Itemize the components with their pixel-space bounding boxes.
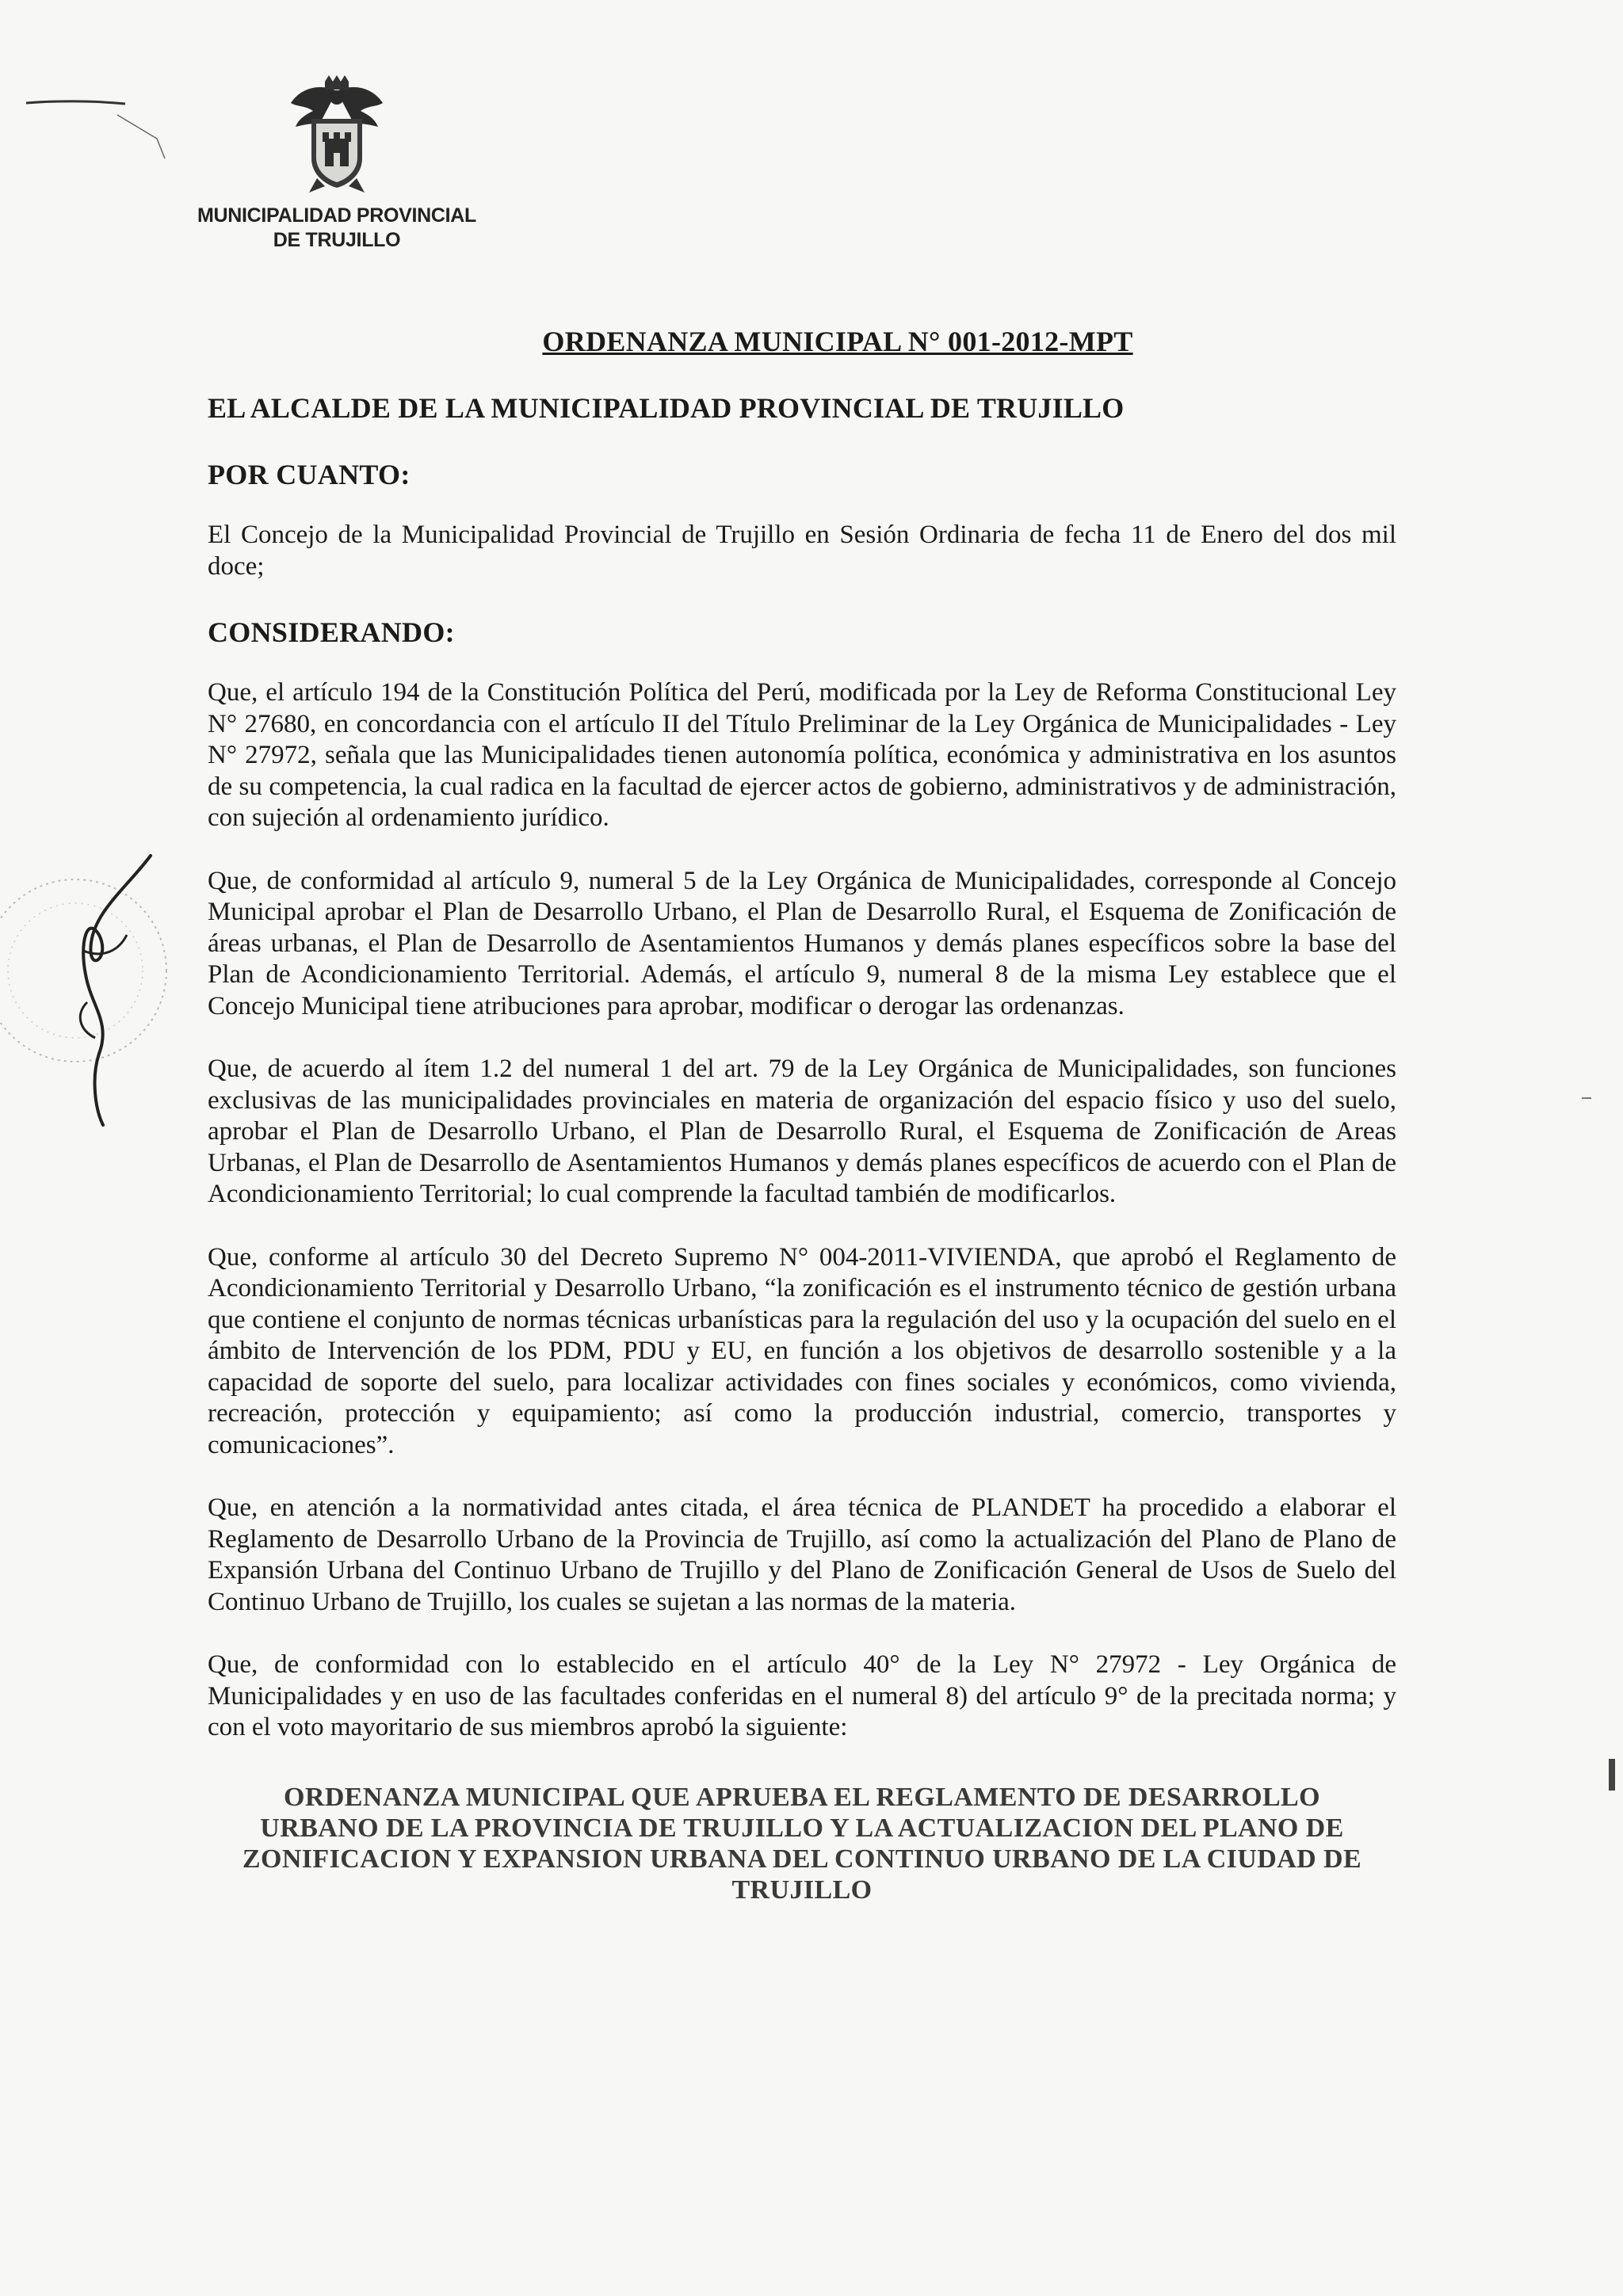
municipality-name — [194, 204, 479, 253]
intro-paragraph: El Concejo de la Municipalidad Provincial de Trujillo en Sesión Ordinaria de fecha 11 de Enero del dos mil doce; — [208, 521, 1396, 581]
signature-with-stamp — [0, 840, 182, 1141]
considerando-paragraph: Que, de conformidad con lo establecido en el artículo 40° de la Ley N° 27972 - Ley Orgánica de Municipalidades y en uso de las facultades conferidas en el numeral 8) del artículo 9° de la precitada norma; y con el voto mayoritario de sus miembros aprobó la siguiente: — [208, 1650, 1396, 1741]
scan-edge-mark — [1582, 1097, 1591, 1099]
considerando-paragraph: Que, de conformidad al artículo 9, numeral 5 de la Ley Orgánica de Municipalidades, corresponde al Concejo Municipal aprobar el Plan de Desarrollo Urbano, el Plan de Desarrollo Rural, el Esquema de Zonificación de áreas urbanas, el Plan de Desarrollo de Asentamientos Humanos y demás planes específicos sobre la base del Plan de Acondicionamiento Territorial. Además, el artículo 9, numeral 8 de la misma Ley establece que el Concejo Municipal tiene atribuciones para aprobar, modificar o derogar las ordenanzas. — [208, 866, 1396, 1020]
considerando-paragraph: Que, conforme al artículo 30 del Decreto Supremo N° 004-2011-VIVIENDA, que aprobó el Reglamento de Acondicionamiento Territorial y Desarrollo Urbano, “la zonificación es el instrumento técnico de gestión urbana que contiene el conjunto de normas técnicas urbanísticas para la regulación del uso y la ocupación del suelo en el ámbito de Intervención de los PDM, PDU y EU, en función a los objetivos de desarrollo sostenible y a la capacidad de soporte del suelo, para localizar actividades con fines sociales y económicos, como vivienda, recreación, protección y equipamiento; así como la producción industrial, comercio, transportes y comunicaciones”. — [208, 1242, 1396, 1459]
pen-stroke-mark — [22, 91, 181, 170]
considerando-heading: CONSIDERANDO: — [208, 616, 455, 648]
mayor-heading: EL ALCALDE DE LA MUNICIPALIDAD PROVINCIAL DE TRUJILLO — [208, 392, 1125, 424]
document-body — [208, 317, 1396, 1905]
letterhead — [194, 75, 479, 253]
municipality-name-line2: DE TRUJILLO — [273, 229, 401, 251]
document-title: ORDENANZA MUNICIPAL N° 001-2012-MPT — [542, 326, 1133, 357]
municipality-name-line1: MUNICIPALIDAD PROVINCIAL — [197, 204, 477, 227]
por-cuanto-heading: POR CUANTO: — [208, 459, 411, 490]
considerando-paragraph: Que, el artículo 194 de la Constitución Política del Perú, modificada por la Ley de Reforma Constitucional Ley N° 27680, en concordancia con el artículo II del Título Preliminar de la Ley Orgánica de Municipalidades - Ley N° 27972, señala que las Municipalidades tienen autonomía política, económica y administrativa en los asuntos de su competencia, la cual radica en la facultad de ejercer actos de gobierno, administrativos y de administración, con sujeción al ordenamiento jurídico. — [208, 678, 1396, 832]
considerando-paragraph: Que, de acuerdo al ítem 1.2 del numeral 1 del art. 79 de la Ley Orgánica de Municipalidades, son funciones exclusivas de las municipalidades provinciales en materia de organización del espacio físico y uso del suelo, aprobar el Plan de Desarrollo Urbano, el Plan de Desarrollo Rural, el Esquema de Zonificación de Areas Urbanas, el Plan de Desarrollo de Asentamientos Humanos y demás planes específicos de acuerdo con el Plan de Acondicionamiento Territorial; lo cual comprende la facultad también de modificarlos. — [208, 1055, 1396, 1208]
coat-of-arms-icon — [281, 75, 392, 194]
considerando-paragraph: Que, en atención a la normatividad antes citada, el área técnica de PLANDET ha procedido a elaborar el Reglamento de Desarrollo Urbano de la Provincia de Trujillo, así como la actualización del Plano de Plano de Expansión Urbana del Continuo Urbano de Trujillo y del Plano de Zonificación General de Usos de Suelo del Continuo Urbano de Trujillo, los cuales se sujetan a las normas de la materia. — [208, 1493, 1396, 1616]
ordinance-title: ORDENANZA MUNICIPAL QUE APRUEBA EL REGLAMENTO DE DESARROLLO URBANO DE LA PROVINCIA DE TRUJILLO Y LA ACTUALIZACION DEL PLANO DE ZONIFICACION Y EXPANSION URBANA DEL CONTINUO URBANO DE LA CIUDAD DE TRUJILLO — [242, 1782, 1362, 1905]
scan-edge-mark — [1609, 1759, 1615, 1791]
